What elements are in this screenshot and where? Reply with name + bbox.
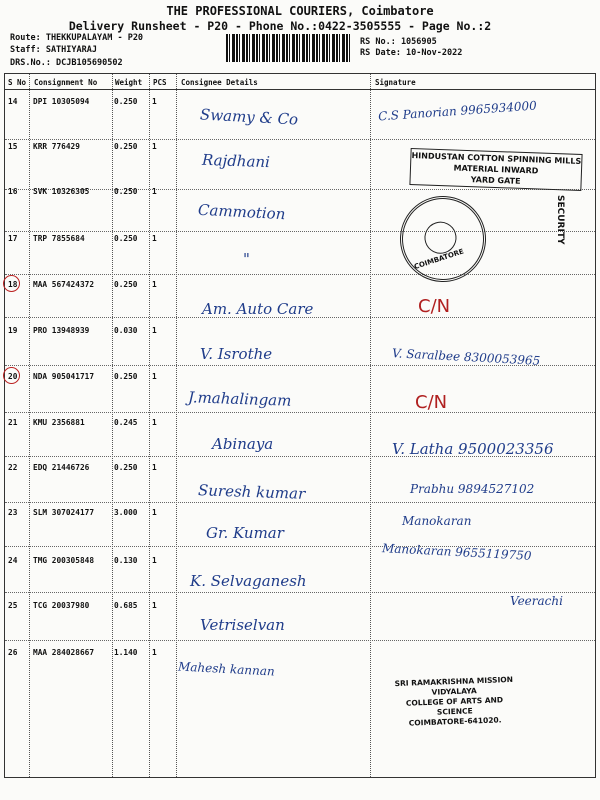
row-19-signature: V. Saralbee 8300053965 xyxy=(391,346,541,368)
seal-text: COIMBATORE xyxy=(413,247,465,272)
row-25-pcs: 1 xyxy=(152,601,157,610)
runsheet-title: THE PROFESSIONAL COURIERS, Coimbatore xyxy=(166,4,434,18)
row-15-consignee: Rajdhani xyxy=(201,150,271,172)
row-17-cno: TRP 7855684 xyxy=(33,234,85,243)
row-23-sno: 23 xyxy=(8,508,18,517)
row-divider xyxy=(5,139,595,140)
row-21-consignee: Abinaya xyxy=(212,435,274,453)
row-22-signature: Prabhu 9894527102 xyxy=(410,482,535,496)
col-header-pcs: PCS xyxy=(153,78,167,87)
row-14-weight: 0.250 xyxy=(114,97,138,106)
row-23-signature: Manokaran xyxy=(402,514,472,528)
row-22-cno: EDQ 21446726 xyxy=(33,463,90,472)
row-24-cno: TMG 200305848 xyxy=(33,556,95,565)
row-15-pcs: 1 xyxy=(152,142,157,151)
staff-label: Staff: SATHIYARAJ xyxy=(10,45,97,55)
col-divider xyxy=(149,74,150,777)
row-19-sno: 19 xyxy=(8,326,18,335)
row-14-signature: C.S Panorian 9965934000 xyxy=(377,98,538,124)
mill-stamp-line1: HINDUSTAN COTTON SPINNING MILLS xyxy=(411,151,582,166)
row-25-signature: Veerachi xyxy=(510,594,563,608)
row-26-cno: MAA 284028667 xyxy=(33,648,95,657)
row-18-cno: MAA 567424372 xyxy=(33,280,95,289)
mill-inward-stamp xyxy=(409,148,582,191)
drs-number: DRS.No.: DCJB105690502 xyxy=(10,58,123,68)
row-21-weight: 0.245 xyxy=(114,418,138,427)
col-divider xyxy=(29,74,30,777)
row-18-weight: 0.250 xyxy=(114,280,138,289)
row-26-consignee: Mahesh kannan xyxy=(177,659,276,679)
row-20-sno: 20 xyxy=(8,372,18,381)
college-stamp-line1: SRI RAMAKRISHNA MISSION VIDYALAYA xyxy=(394,674,514,697)
row-16-weight: 0.250 xyxy=(114,187,138,196)
row-22-sno: 22 xyxy=(8,463,18,472)
row-22-weight: 0.250 xyxy=(114,463,138,472)
col-header-consignment: Consignment No xyxy=(34,78,98,87)
row-divider xyxy=(5,274,595,275)
row-17-sno: 17 xyxy=(8,234,18,243)
row-15-sno: 15 xyxy=(8,142,18,151)
row-22-pcs: 1 xyxy=(152,463,157,472)
row-14-sno: 14 xyxy=(8,97,18,106)
rs-date: RS Date: 10-Nov-2022 xyxy=(360,48,463,58)
row-20-cno: NDA 905041717 xyxy=(33,372,95,381)
row-24-sno: 24 xyxy=(8,556,18,565)
row-25-consignee: Vetriselvan xyxy=(200,616,285,634)
row-17-consignee: " xyxy=(243,250,250,268)
row-26-sno: 26 xyxy=(8,648,18,657)
row-18-pcs: 1 xyxy=(152,280,157,289)
row-divider xyxy=(5,189,595,190)
row-26-pcs: 1 xyxy=(152,648,157,657)
row-19-pcs: 1 xyxy=(152,326,157,335)
row-24-weight: 0.130 xyxy=(114,556,138,565)
row-20-signature: C/N xyxy=(415,392,448,413)
row-14-cno: DPI 10305094 xyxy=(33,97,90,106)
row-19-weight: 0.030 xyxy=(114,326,138,335)
row-19-consignee: V. Isrothe xyxy=(200,345,273,363)
row-25-sno: 25 xyxy=(8,601,18,610)
row-divider xyxy=(5,640,595,641)
col-divider xyxy=(370,74,371,777)
col-header-weight: Weight xyxy=(115,78,143,87)
row-divider xyxy=(5,412,595,413)
col-header-signature: Signature xyxy=(375,78,416,87)
mill-stamp-line2: MATERIAL INWARD xyxy=(453,163,539,176)
row-16-consignee: Cammotion xyxy=(197,200,286,224)
row-20-weight: 0.250 xyxy=(114,372,138,381)
col-divider xyxy=(112,74,113,777)
row-14-pcs: 1 xyxy=(152,97,157,106)
row-16-cno: SVK 10326305 xyxy=(33,187,90,196)
row-14-consignee: Swamy & Co xyxy=(199,105,299,129)
row-21-pcs: 1 xyxy=(152,418,157,427)
row-24-pcs: 1 xyxy=(152,556,157,565)
runsheet-subtitle: Delivery Runsheet - P20 - Phone No.:0422-3505555 - Page No.:2 xyxy=(68,19,492,33)
row-25-cno: TCG 20037980 xyxy=(33,601,90,610)
row-21-signature: V. Latha 9500023356 xyxy=(392,440,554,458)
barcode xyxy=(226,34,350,62)
row-18-sno: 18 xyxy=(8,280,18,289)
rs-number: RS No.: 1056905 xyxy=(360,37,437,47)
row-18-consignee: Am. Auto Care xyxy=(202,300,314,318)
row-18-signature: C/N xyxy=(418,296,451,317)
row-23-pcs: 1 xyxy=(152,508,157,517)
college-stamp-line3: COIMBATORE-641020. xyxy=(408,715,502,728)
row-22-consignee: Suresh kumar xyxy=(197,481,306,503)
row-19-cno: PRO 13948939 xyxy=(33,326,90,335)
row-17-pcs: 1 xyxy=(152,234,157,243)
college-stamp xyxy=(391,675,518,729)
security-stamp: SECURITY xyxy=(555,195,565,245)
col-header-sno: S No xyxy=(8,78,27,87)
row-17-weight: 0.250 xyxy=(114,234,138,243)
row-24-signature: Manokaran 9655119750 xyxy=(381,541,532,563)
row-divider xyxy=(5,231,595,232)
route-label: Route: THEKKUPALAYAM - P20 xyxy=(10,33,144,43)
row-16-sno: 16 xyxy=(8,187,18,196)
row-16-pcs: 1 xyxy=(152,187,157,196)
row-23-weight: 3.000 xyxy=(114,508,138,517)
row-23-cno: SLM 307024177 xyxy=(33,508,95,517)
row-15-cno: KRR 776429 xyxy=(33,142,80,151)
row-26-weight: 1.140 xyxy=(114,648,138,657)
row-15-weight: 0.250 xyxy=(114,142,138,151)
row-25-weight: 0.685 xyxy=(114,601,138,610)
college-stamp-line2: COLLEGE OF ARTS AND SCIENCE xyxy=(405,695,504,717)
row-24-consignee: K. Selvaganesh xyxy=(190,572,307,590)
row-21-sno: 21 xyxy=(8,418,18,427)
mill-stamp-line3: YARD GATE xyxy=(470,175,521,186)
row-20-consignee: J.mahalingam xyxy=(187,388,292,410)
row-divider xyxy=(5,592,595,593)
row-23-consignee: Gr. Kumar xyxy=(206,524,284,542)
col-header-consignee: Consignee Details xyxy=(181,78,258,87)
row-21-cno: KMU 2356881 xyxy=(33,418,85,427)
header-divider xyxy=(5,89,595,90)
row-20-pcs: 1 xyxy=(152,372,157,381)
